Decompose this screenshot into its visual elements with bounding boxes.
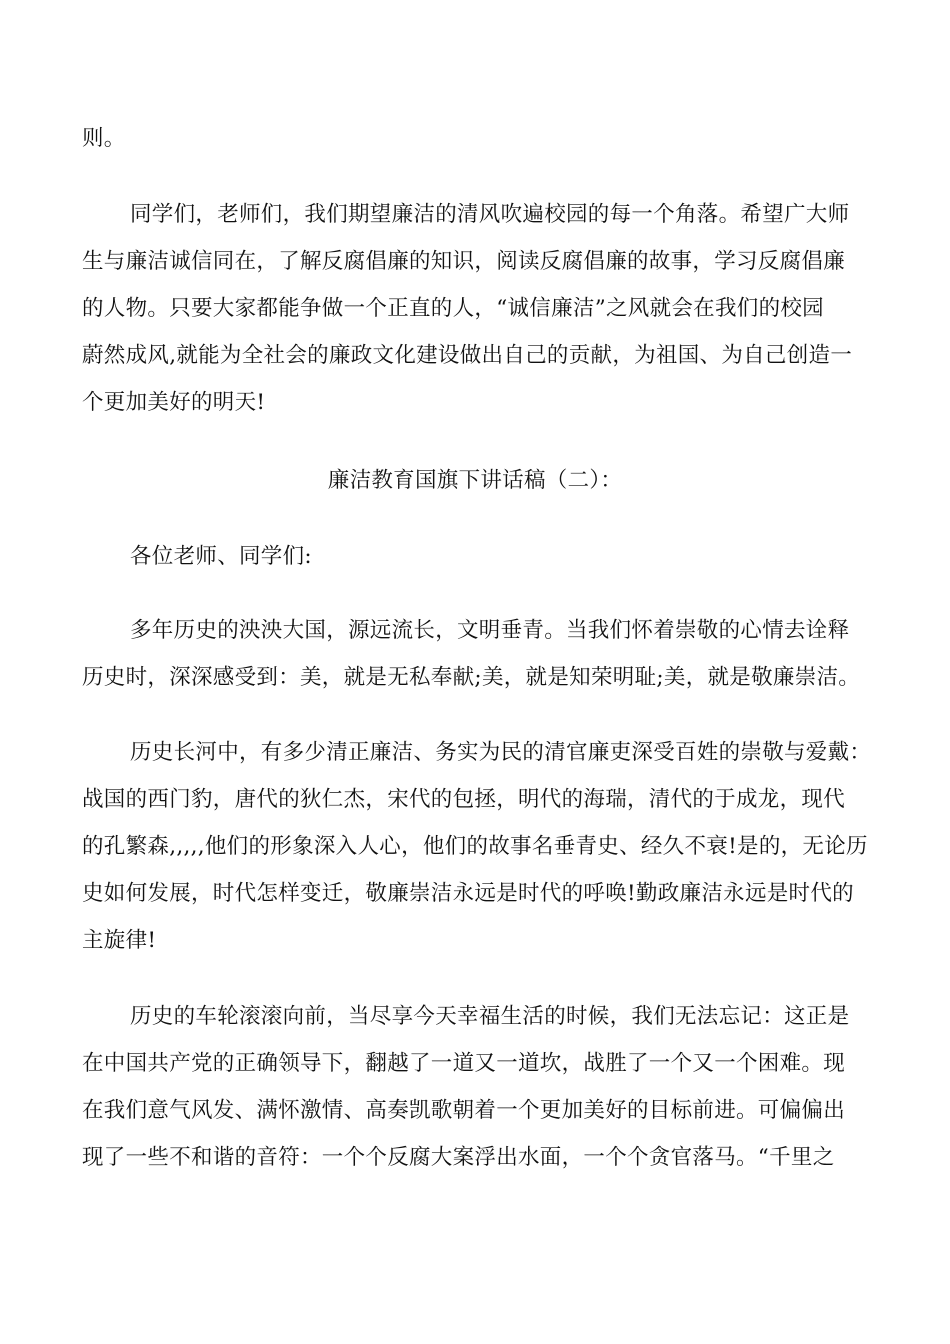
paragraph-line: 则。	[82, 126, 126, 151]
paragraph-line: 在中国共产党的正确领导下，翻越了一道又一道坎，战胜了一个又一个困难。现	[82, 1051, 846, 1076]
paragraph-line: 现了一些不和谐的音符：一个个反腐大案浮出水面，一个个贪官落马。“千里之	[82, 1145, 835, 1170]
salutation: 各位老师、同学们:	[130, 544, 312, 569]
paragraph-line: 历史时，深深感受到：美，就是无私奉献;美，就是知荣明耻;美，就是敬廉崇洁。	[82, 665, 861, 690]
section-heading: 廉洁教育国旗下讲话稿（二）：	[327, 468, 623, 493]
paragraph-line: 在我们意气风发、满怀激情、高奏凯歌朝着一个更加美好的目标前进。可偏偏出	[82, 1098, 846, 1123]
paragraph-line: 史如何发展，时代怎样变迁，敬廉崇洁永远是时代的呼唤!勤政廉洁永远是时代的	[82, 881, 854, 906]
paragraph-line: 战国的西门豹，唐代的狄仁杰，宋代的包拯，明代的海瑞，清代的于成龙，现代	[82, 787, 846, 812]
paragraph-line: 历史长河中，有多少清正廉洁、务实为民的清官廉吏深受百姓的崇敬与爱戴：	[130, 740, 872, 765]
paragraph-line: 个更加美好的明天!	[82, 390, 266, 415]
paragraph-line: 的人物。只要大家都能争做一个正直的人，“诚信廉洁”之风就会在我们的校园	[82, 296, 824, 321]
paragraph-line: 历史的车轮滚滚向前，当尽享今天幸福生活的时候，我们无法忘记：这正是	[130, 1004, 850, 1029]
paragraph-line: 生与廉洁诚信同在，了解反腐倡廉的知识，阅读反腐倡廉的故事，学习反腐倡廉	[82, 249, 846, 274]
paragraph-line: 蔚然成风,就能为全社会的廉政文化建设做出自己的贡献，为祖国、为自己创造一	[82, 343, 853, 368]
paragraph-line: 主旋律!	[82, 928, 157, 953]
paragraph-line: 同学们，老师们，我们期望廉洁的清风吹遍校园的每一个角落。希望广大师	[130, 202, 850, 227]
paragraph-line: 多年历史的泱泱大国，源远流长，文明垂青。当我们怀着崇敬的心情去诠释	[130, 618, 850, 643]
paragraph-line: 的孔繁森,,,,,他们的形象深入人心，他们的故事名垂青史、经久不衰!是的，无论历	[82, 834, 868, 859]
